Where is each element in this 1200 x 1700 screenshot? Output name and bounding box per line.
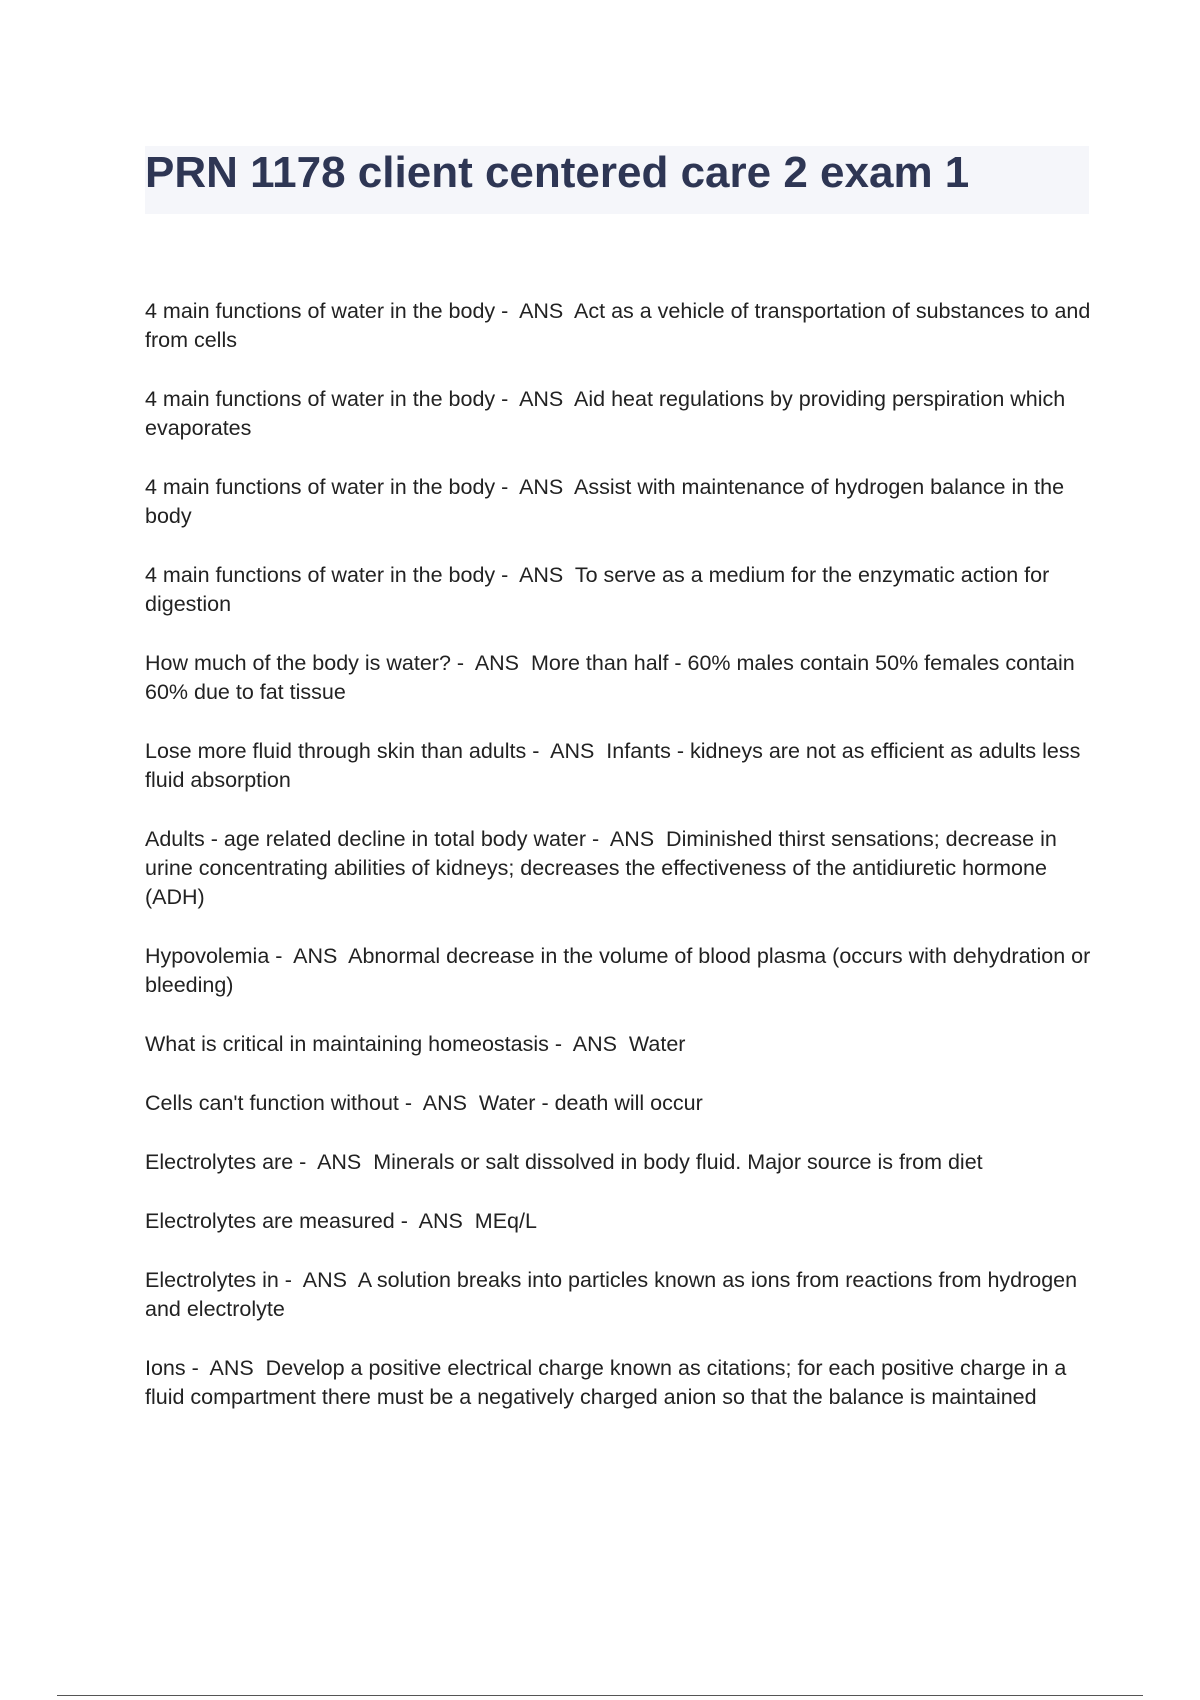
footer-divider bbox=[57, 1695, 1143, 1696]
qa-item: Electrolytes are measured - ANS MEq/L bbox=[145, 1209, 537, 1233]
qa-item: How much of the body is water? - ANS More than half - 60% males contain 50% females contain 60% due to fat tissue bbox=[145, 651, 1081, 704]
qa-list bbox=[145, 297, 1095, 1442]
qa-item: What is critical in maintaining homeostasis - ANS Water bbox=[145, 1032, 686, 1056]
qa-item: Adults - age related decline in total body water - ANS Diminished thirst sensations; decrease in urine concentrating abilities of kidneys; decreases the effectiveness of the antidiuretic hormone (ADH) bbox=[145, 827, 1063, 909]
qa-item: 4 main functions of water in the body - ANS Act as a vehicle of transportation of substances to and from cells bbox=[145, 299, 1097, 352]
qa-item: Lose more fluid through skin than adults - ANS Infants - kidneys are not as efficient as adults less fluid absorption bbox=[145, 739, 1087, 792]
qa-item: Hypovolemia - ANS Abnormal decrease in the volume of blood plasma (occurs with dehydration or bleeding) bbox=[145, 944, 1097, 997]
qa-item: 4 main functions of water in the body - ANS Assist with maintenance of hydrogen balance in the body bbox=[145, 475, 1071, 528]
qa-item: 4 main functions of water in the body - ANS To serve as a medium for the enzymatic action for digestion bbox=[145, 563, 1056, 616]
qa-item: Electrolytes in - ANS A solution breaks into particles known as ions from reactions from hydrogen and electrolyte bbox=[145, 1268, 1084, 1321]
document-title: PRN 1178 client centered care 2 exam 1 bbox=[145, 148, 970, 197]
qa-item: Cells can't function without - ANS Water - death will occur bbox=[145, 1091, 703, 1115]
qa-item: Ions - ANS Develop a positive electrical charge known as citations; for each positive charge in a fluid compartment there must be a negatively charged anion so that the balance is maintained bbox=[145, 1356, 1073, 1409]
qa-item: Electrolytes are - ANS Minerals or salt dissolved in body fluid. Major source is from diet bbox=[145, 1150, 983, 1174]
qa-item: 4 main functions of water in the body - ANS Aid heat regulations by providing perspiration which evaporates bbox=[145, 387, 1072, 440]
